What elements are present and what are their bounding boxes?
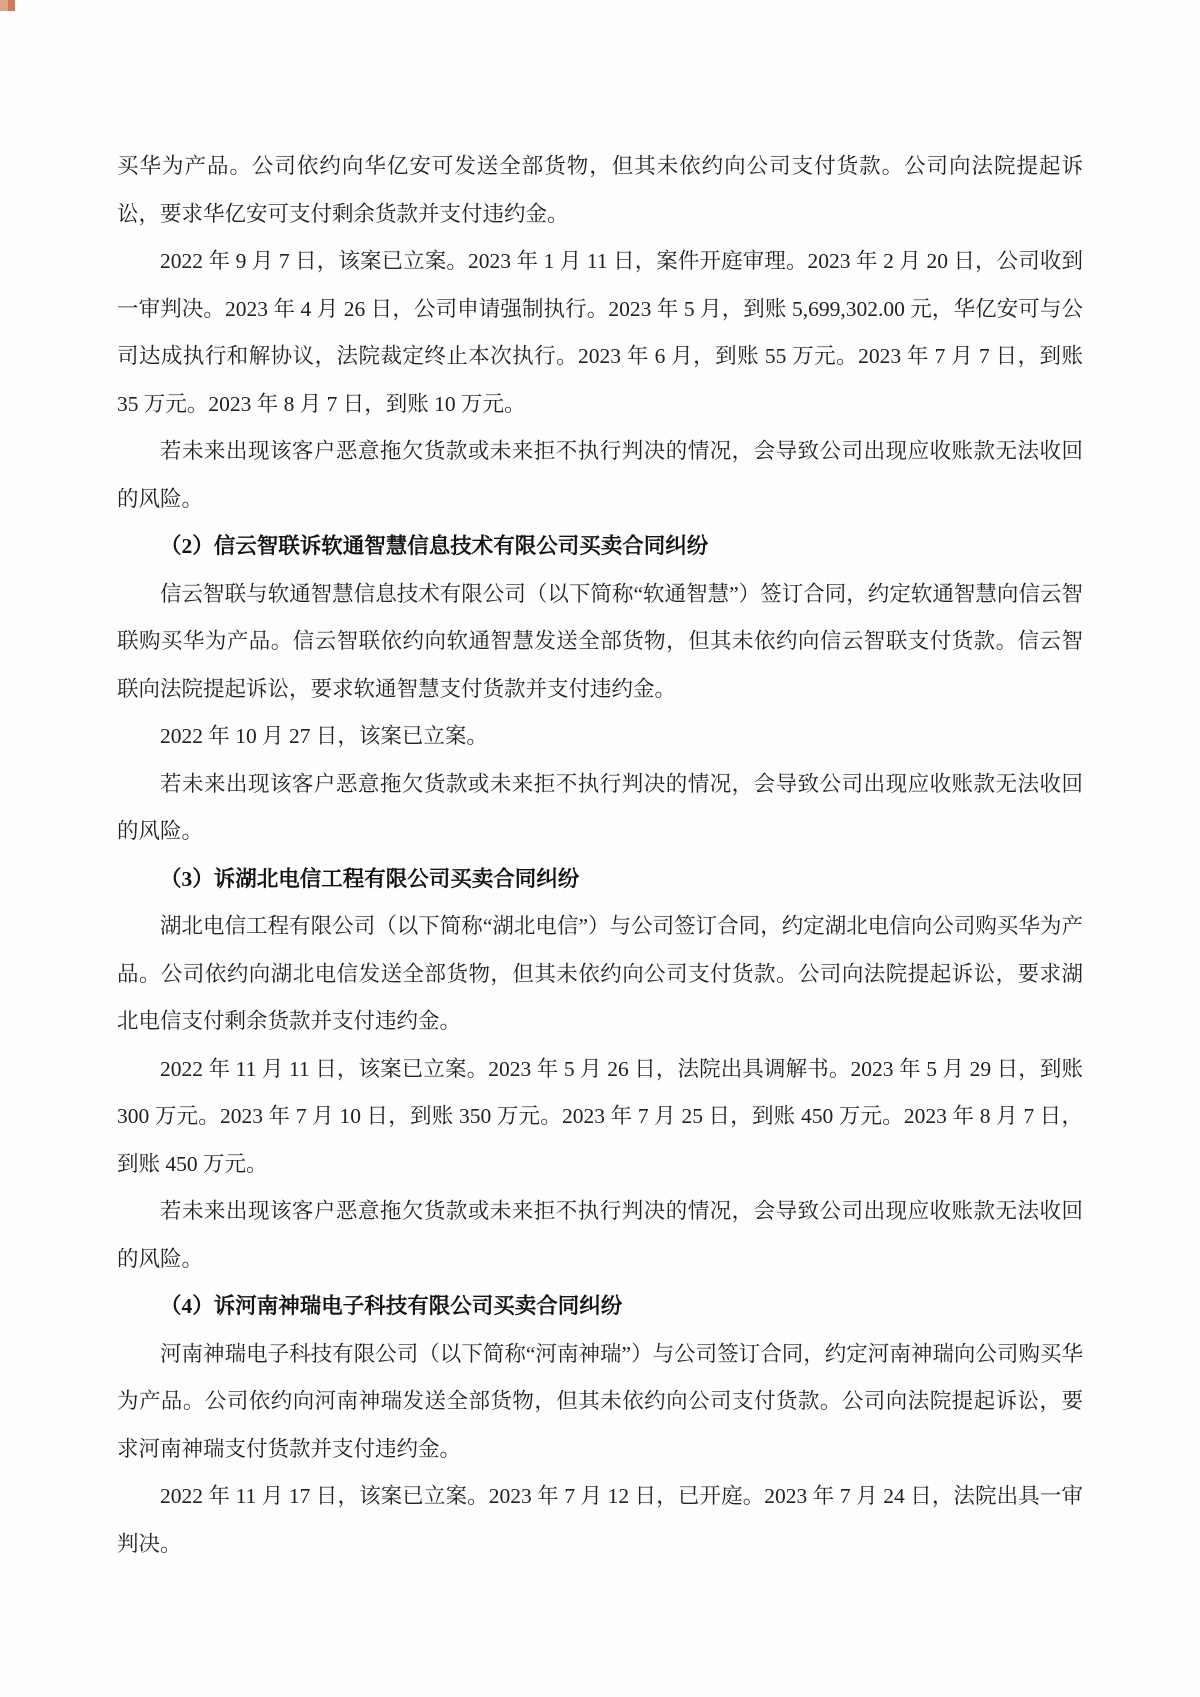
paragraph: 若未来出现该客户恶意拖欠货款或未来拒不执行判决的情况，会导致公司出现应收账款无法收回的风险。 [117, 1199, 1083, 1271]
paragraph: 信云智联与软通智慧信息技术有限公司（以下简称“软通智慧”）签订合同，约定软通智慧向信云智联购买华为产品。信云智联依约向软通智慧发送全部货物，但其未依约向信云智联支付货款。信云智联向法院提起诉讼，要求软通智慧支付货款并支付违约金。 [117, 581, 1083, 701]
paragraph: 买华为产品。公司依约向华亿安可发送全部货物，但其未依约向公司支付货款。公司向法院提起诉讼，要求华亿安可支付剩余货款并支付违约金。 [117, 154, 1083, 226]
red-corner-stamp-icon [0, 0, 15, 11]
paragraph: 若未来出现该客户恶意拖欠货款或未来拒不执行判决的情况，会导致公司出现应收账款无法收回的风险。 [117, 771, 1083, 843]
paragraph: 河南神瑞电子科技有限公司（以下简称“河南神瑞”）与公司签订合同，约定河南神瑞向公司购买华为产品。公司依约向河南神瑞发送全部货物，但其未依约向公司支付货款。公司向法院提起诉讼，要求河南神瑞支付货款并支付违约金。 [117, 1341, 1083, 1461]
paragraph: 2022 年 9 月 7 日，该案已立案。2023 年 1 月 11 日，案件开庭审理。2023 年 2 月 20 日，公司收到一审判决。2023 年 4 月 26 日，公司申请强制执行。2023 年 5 月，到账 5,699,302.00 元，华亿安可与公司达成执行和解协议，法院裁定终止本次执行。2023 年 6 月，到账 55 万元。2023 年 7 月 7 日，到账 35 万元。2023 年 8 月 7 日，到账 10 万元。 [117, 249, 1083, 416]
section-heading: （3）诉湖北电信工程有限公司买卖合同纠纷 [160, 866, 580, 891]
paragraph: 2022 年 10 月 27 日，该案已立案。 [160, 724, 488, 748]
paragraph: 若未来出现该客户恶意拖欠货款或未来拒不执行判决的情况，会导致公司出现应收账款无法收回的风险。 [117, 439, 1083, 511]
document-body [117, 143, 1083, 1568]
paragraph: 2022 年 11 月 11 日，该案已立案。2023 年 5 月 26 日，法院出具调解书。2023 年 5 月 29 日，到账 300 万元。2023 年 7 月 10 日，到账 350 万元。2023 年 7 月 25 日，到账 450 万元。2023 年 8 月 7 日，到账 450 万元。 [117, 1056, 1083, 1176]
section-heading: （4）诉河南神瑞电子科技有限公司买卖合同纠纷 [160, 1294, 623, 1318]
section-heading: （2）信云智联诉软通智慧信息技术有限公司买卖合同纠纷 [160, 534, 709, 558]
paragraph: 2022 年 11 月 17 日，该案已立案。2023 年 7 月 12 日，已开庭。2023 年 7 月 24 日，法院出具一审判决。 [117, 1484, 1083, 1556]
paragraph: 湖北电信工程有限公司（以下简称“湖北电信”）与公司签订合同，约定湖北电信向公司购买华为产品。公司依约向湖北电信发送全部货物，但其未依约向公司支付货款。公司向法院提起诉讼，要求湖北电信支付剩余货款并支付违约金。 [117, 914, 1083, 1033]
